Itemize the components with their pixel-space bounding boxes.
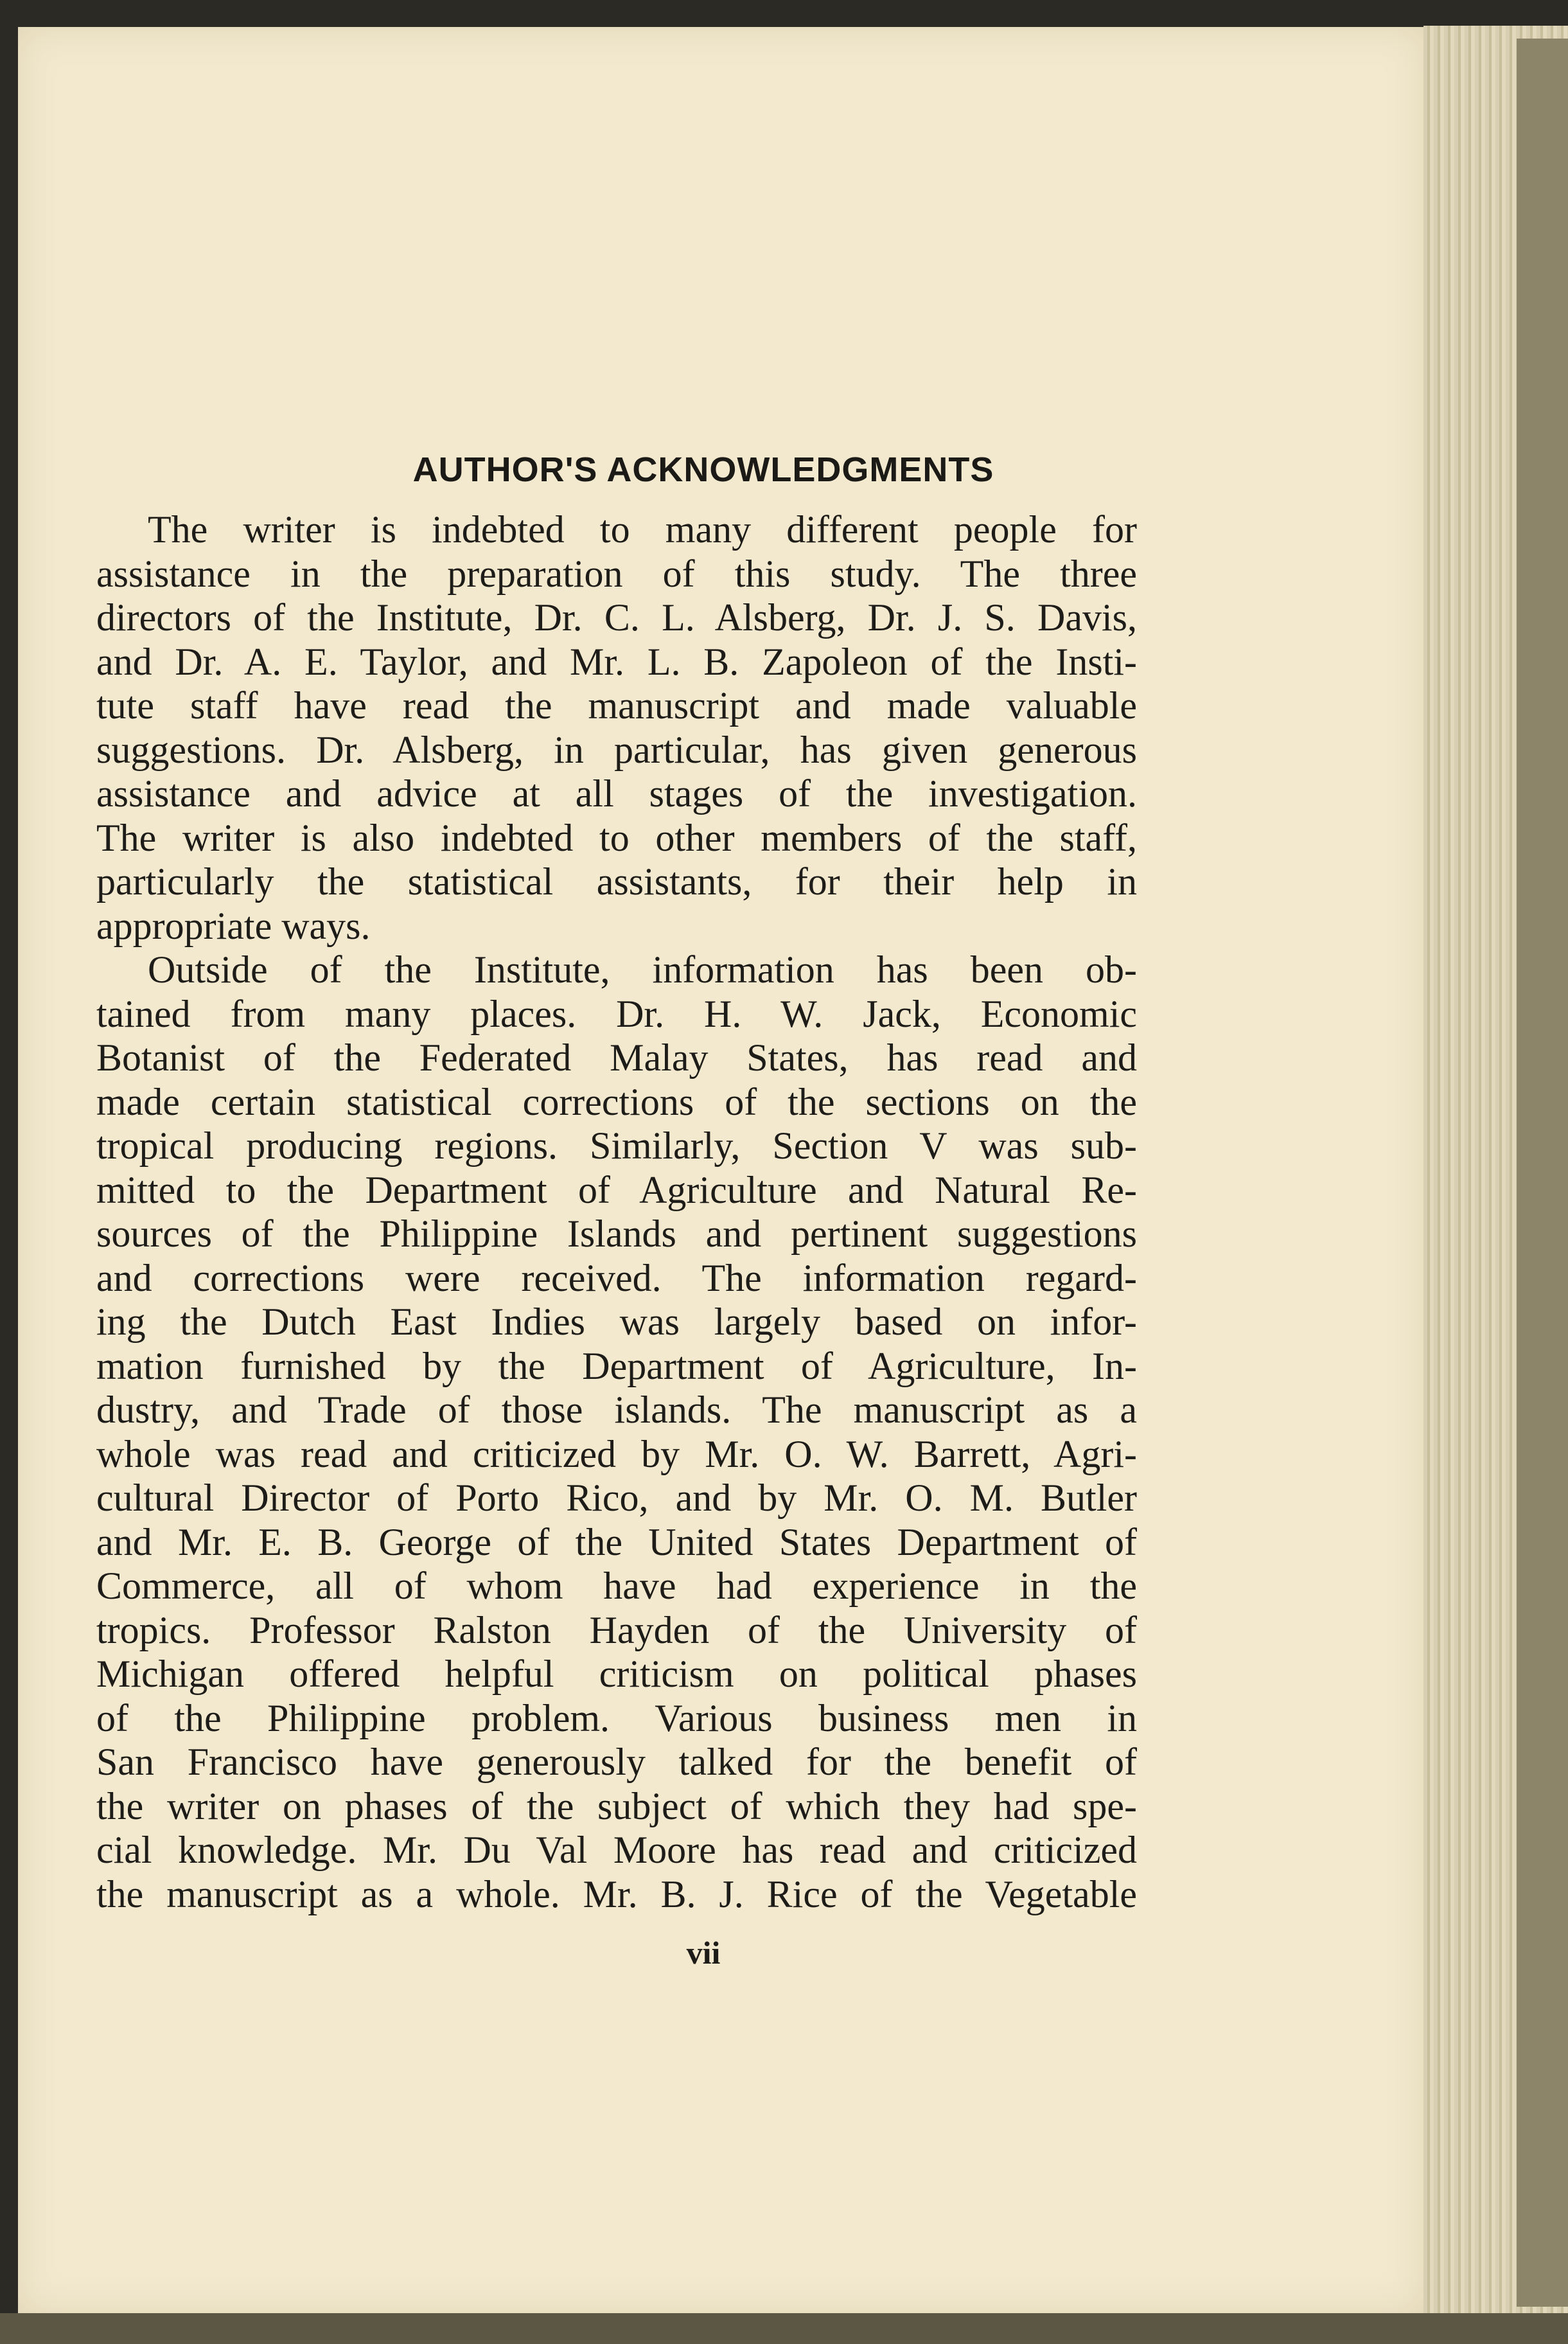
- text-line: tropics. Professor Ralston Hayden of the University of: [96, 1608, 1137, 1651]
- text-line: directors of the Institute, Dr. C. L. Alsberg, Dr. J. S. Davis,: [96, 596, 1137, 639]
- page-title: AUTHOR'S ACKNOWLEDGMENTS: [412, 450, 994, 489]
- text-line: particularly the statistical assistants, for their help in: [96, 860, 1137, 903]
- text-line: appropriate ways.: [96, 904, 371, 947]
- text-line: assistance and advice at all stages of the investigation.: [96, 772, 1137, 815]
- body-text: [96, 508, 1137, 1916]
- text-line: and Mr. E. B. George of the United States Department of: [96, 1520, 1137, 1563]
- text-line: made certain statistical corrections of the sections on the: [96, 1080, 1137, 1123]
- text-line: of the Philippine problem. Various business men in: [96, 1696, 1137, 1739]
- page-number: vii: [686, 1935, 721, 1971]
- text-line: mation furnished by the Department of Agriculture, In-: [96, 1344, 1137, 1387]
- text-line: tropical producing regions. Similarly, Section V was sub-: [96, 1124, 1137, 1167]
- text-line: tute staff have read the manuscript and made valuable: [96, 684, 1137, 727]
- text-line: dustry, and Trade of those islands. The manuscript as a: [96, 1389, 1137, 1431]
- text-line: Michigan offered helpful criticism on political phases: [96, 1653, 1137, 1695]
- text-line: the manuscript as a whole. Mr. B. J. Rice of the Vegetable: [96, 1872, 1137, 1915]
- text-line: San Francisco have generously talked for the benefit of: [96, 1741, 1137, 1783]
- text-line: mitted to the Department of Agriculture and Natural Re-: [96, 1168, 1137, 1211]
- text-line: whole was read and criticized by Mr. O. W. Barrett, Agri-: [96, 1432, 1137, 1475]
- text-line: Outside of the Institute, information has been ob-: [148, 948, 1137, 991]
- text-line: assistance in the preparation of this study. The three: [96, 552, 1137, 595]
- text-line: Commerce, all of whom have had experience in the: [96, 1565, 1137, 1607]
- book-cover-edge: [1517, 39, 1568, 2307]
- text-line: cial knowledge. Mr. Du Val Moore has read and criticized: [96, 1829, 1137, 1871]
- text-line: The writer is also indebted to other members of the staff,: [96, 816, 1137, 859]
- text-line: sources of the Philippine Islands and pertinent suggestions: [96, 1212, 1137, 1255]
- text-line: and Dr. A. E. Taylor, and Mr. L. B. Zapoleon of the Insti-: [96, 640, 1137, 683]
- text-line: and corrections were received. The information regard-: [96, 1256, 1137, 1299]
- text-line: Botanist of the Federated Malay States, has read and: [96, 1036, 1137, 1079]
- text-line: the writer on phases of the subject of which they had spe-: [96, 1784, 1137, 1827]
- text-line: cultural Director of Porto Rico, and by Mr. O. M. Butler: [96, 1477, 1137, 1519]
- text-line: The writer is indebted to many different people for: [148, 508, 1137, 551]
- text-line: suggestions. Dr. Alsberg, in particular, has given generous: [96, 728, 1137, 771]
- text-line: tained from many places. Dr. H. W. Jack, Economic: [96, 992, 1137, 1035]
- book-bottom-edge: [0, 2313, 1568, 2344]
- text-line: ing the Dutch East Indies was largely based on infor-: [96, 1301, 1137, 1343]
